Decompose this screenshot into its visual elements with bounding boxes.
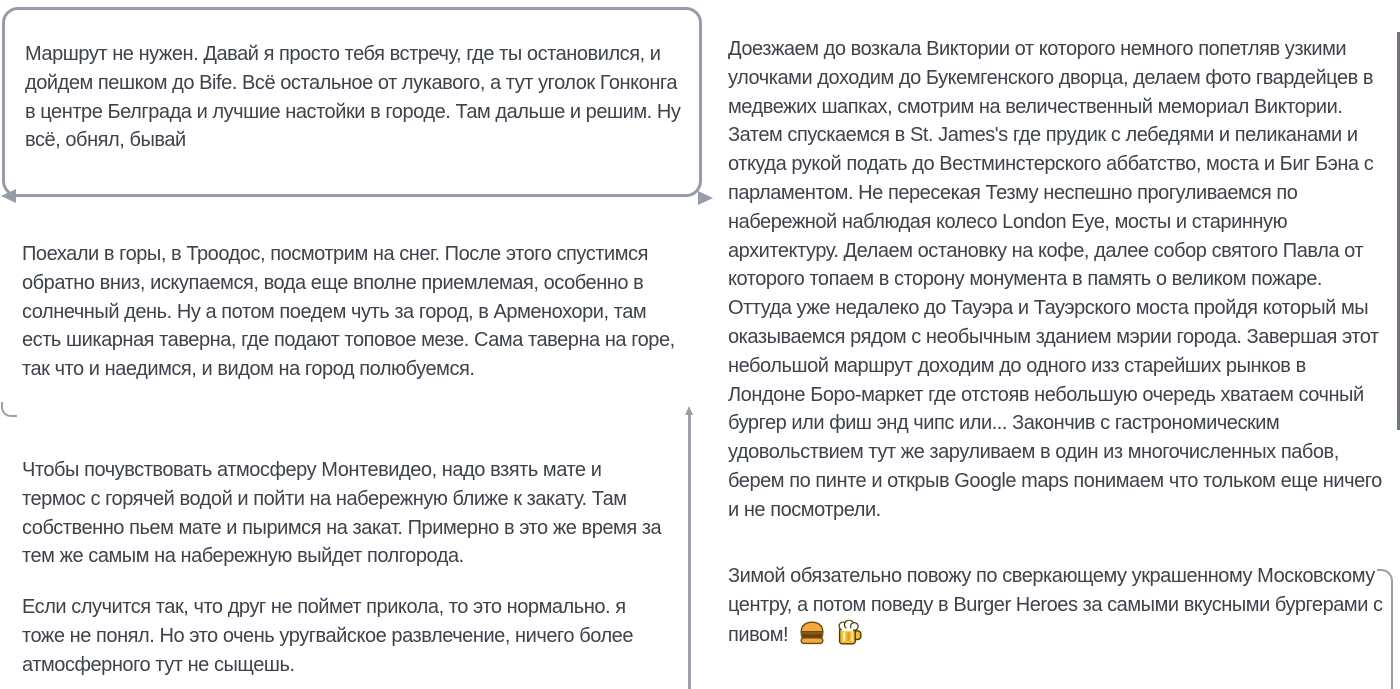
bubble-tail-left-icon [1, 189, 16, 203]
bubble-corner-mark-icon [1, 402, 17, 417]
bubble-border-fragment-bottom-right [1377, 569, 1393, 689]
bubble-border-fragment-right [688, 414, 691, 689]
message-moscow [728, 562, 1384, 649]
montevideo-paragraph-1: Чтобы почувствовать атмосферу Монтевидео, надо взять мате и термос с горячей водой и пойти на набережную ближе к закату. Там собственно пьем мате и пыримся на закат. Примерно в это же время за тем же самым на набережную выйдет полгорода. [22, 459, 662, 568]
london-message-text: Доезжаем до возкала Виктории от которого немного попетляв узкими улочками доходим до Букемгенского дворца, делаем фото гвардейцев в медвежих шапках, смотрим на величественный мемориал Виктории. Затем спускаемся в St. James's где прудик с лебедями и пеликанами и откуда рукой подать до Вестминстерского аббатство, моста и Биг Бэна с парламентом. Не пересекая Тезму неспешно прогуливаемся по набережной наблюдая колесо London Eye, мосты и старинную архитектуру. Делаем остановку на кофе, далее собор святого Павла от которого топаем в сторону монумента в память о великом пожаре. Оттуда уже недалеко до Тауэра и Тауэрского моста пройдя который мы оказываемся рядом с необычным зданием мэрии города. Завершая этот небольшой маршрут доходим до одного изз старейших рынков в Лондоне Боро-маркет где отстояв небольшую очередь хватаем сочный бургер или фиш энд чипс или... Закончив с гастрономическим удовольствием тут же заруливаем в один из многочисленных пабов, берем по пинте и открыв Google maps понимаем что тольком еще ничего и не посмотрели. [728, 38, 1382, 521]
moscow-message-text: Зимой обязательно повожу по сверкающему украшенному Московскому центру, а потом поведу в Burger Heroes за самыми вкусными бургерами с пивом! [728, 565, 1383, 646]
montevideo-paragraph-2: Если случится так, что друг не поймет прикола, то это нормально. я тоже не понял. Но это очень уругвайское развлечение, ничего более атмосферного тут не сыщешь. [22, 596, 634, 676]
bubble-tail-right-icon [698, 191, 713, 205]
belgrade-message-text: Маршрут не нужен. Давай я просто тебя встречу, где ты остановился, и дойдем пешком до Bife. Всё остальное от лукавого, а тут уголок Гонконга в центре Белграда и лучшие настойки в городе. Там дальше и решим. Ну всё, обнял, бывай [25, 43, 681, 152]
troodos-message-text: Поехали в горы, в Троодос, посмотрим на снег. После этого спустимся обратно вниз, искупаемся, вода еще вполне приемлемая, особенно в солнечный день. Ну а потом поедем чуть за город, в Арменохори, там есть шикарная таверна, где подают топовое мезе. Сама таверна на горе, так что и наедимся, и видом на город полюбуемся. [22, 243, 675, 381]
message-montevideo [22, 456, 664, 689]
message-bubble-belgrade [2, 7, 702, 197]
beer-emoji-icon [836, 620, 864, 646]
burger-emoji-icon [798, 620, 826, 646]
